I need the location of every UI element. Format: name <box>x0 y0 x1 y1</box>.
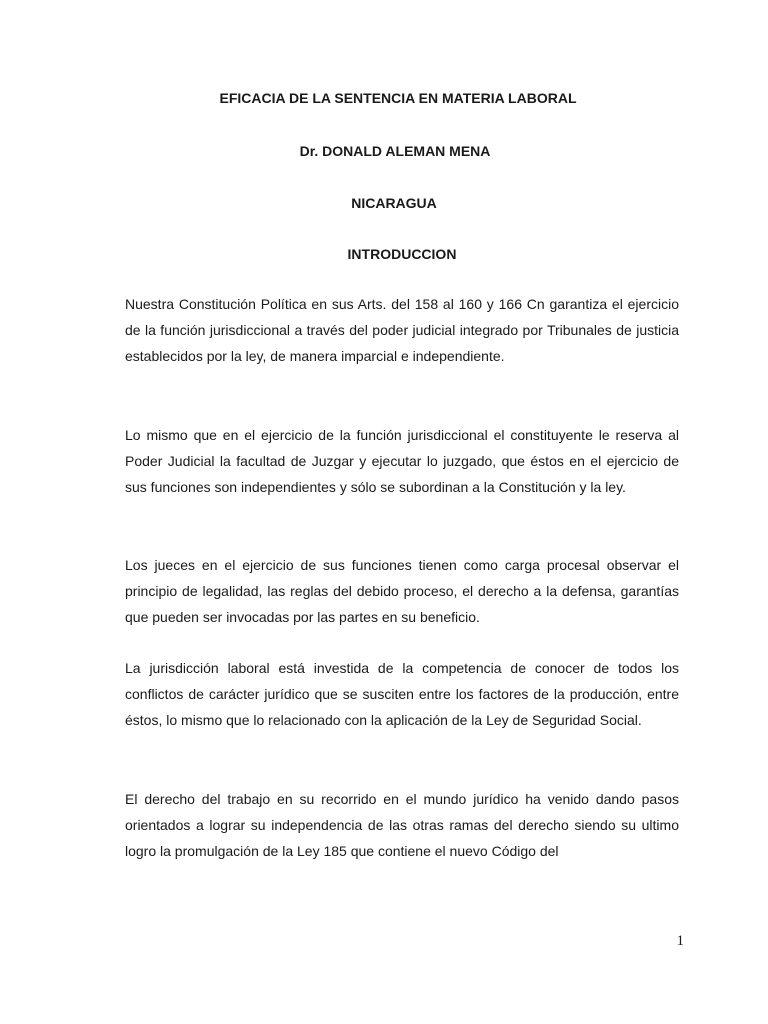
document-title: EFICACIA DE LA SENTENCIA EN MATERIA LABORAL <box>219 90 577 106</box>
document-author: Dr. DONALD ALEMAN MENA <box>299 143 491 159</box>
paragraph: Los jueces en el ejercicio de sus funciones tienen como carga procesal observar el principio de legalidad, las reglas del debido proceso, el derecho a la defensa, garantías que pueden ser invocadas por las partes en su beneficio. <box>125 557 679 626</box>
paragraph: La jurisdicción laboral está investida de la competencia de conocer de todos los conflictos de carácter jurídico que se susciten entre los factores de la producción, entre éstos, lo mismo que lo relacionado con la aplicación de la Ley de Seguridad Social. <box>125 660 679 729</box>
page-number: 1 <box>676 933 684 949</box>
document-country: NICARAGUA <box>351 195 437 211</box>
section-heading: INTRODUCCION <box>347 246 457 262</box>
paragraph: Lo mismo que en el ejercicio de la función jurisdiccional el constituyente le reserva al Poder Judicial la facultad de Juzgar y ejecutar lo juzgado, que éstos en el ejercicio de sus funciones son independientes y sólo se subordinan a la Constitución y la ley. <box>125 427 679 496</box>
paragraph: Nuestra Constitución Política en sus Arts. del 158 al 160 y 166 Cn garantiza el ejercicio de la función jurisdiccional a través del poder judicial integrado por Tribunales de justicia establecidos por la ley, de manera imparcial e independiente. <box>125 296 679 365</box>
paragraph: El derecho del trabajo en su recorrido en el mundo jurídico ha venido dando pasos orientados a lograr su independencia de las otras ramas del derecho siendo su ultimo logro la promulgación de la Ley 185 que contiene el nuevo Código del <box>125 791 679 860</box>
